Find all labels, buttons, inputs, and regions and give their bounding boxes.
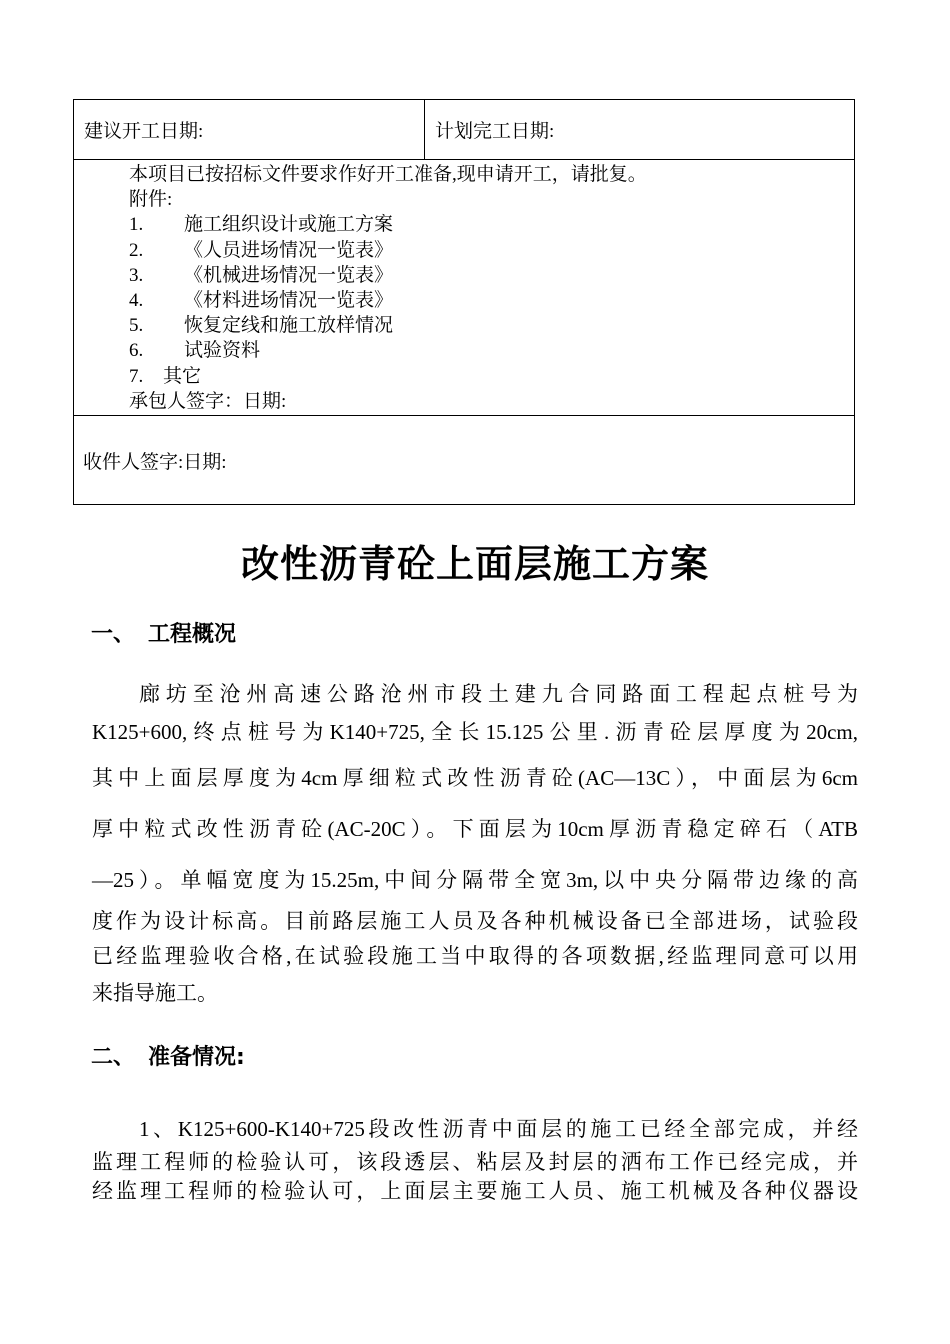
attachment-num: 6.: [129, 340, 144, 362]
paragraph-line: —25）。单幅宽度为15.25m,中间分隔带全宽3m,以中央分隔带边缘的高: [92, 868, 858, 892]
date-row: [74, 100, 855, 160]
attachment-text: 《机械进场情况一览表》: [184, 264, 394, 286]
attachment-num: 3.: [129, 264, 144, 286]
request-cell: [74, 160, 855, 416]
attachment-item-other: [129, 364, 854, 389]
section-number: 一、: [91, 622, 136, 647]
finish-date-cell: [425, 100, 855, 160]
paragraph-line: 经监理工程师的检验认可，上面层主要施工人员、施工机械及各种仪器设: [92, 1179, 858, 1203]
paragraph-line: 厚中粒式改性沥青砼(AC-20C）。下面层为10cm厚沥青稳定碎石（ATB: [92, 817, 858, 841]
attachment-num: 2.: [129, 239, 144, 261]
start-date-label: 建议开工日期:: [84, 121, 204, 142]
section-title: 工程概况: [148, 622, 237, 647]
paragraph-line: K125+600,终点桩号为K140+725,全长15.125公里.沥青砼层厚度为20cm,: [92, 720, 858, 744]
receiver-cell: [74, 416, 855, 505]
section-heading: [91, 1040, 245, 1071]
attachment-item: [129, 238, 854, 263]
attachment-num: 5.: [129, 315, 144, 337]
finish-date-label: 计划完工日期:: [435, 121, 555, 142]
section-number: 二、: [91, 1045, 136, 1070]
attachment-item: [129, 313, 854, 338]
attachment-item: [129, 288, 854, 313]
paragraph-line: 已经监理验收合格,在试验段施工当中取得的各项数据,经监理同意可以用: [92, 944, 858, 968]
attachment-text: 《人员进场情况一览表》: [184, 239, 394, 261]
attachment-text: 恢复定线和施工放样情况: [184, 315, 394, 337]
receiver-row: [74, 416, 855, 505]
paragraph-line: 廊坊至沧州高速公路沧州市段土建九合同路面工程起点桩号为: [139, 682, 858, 706]
attachment-text: 《材料进场情况一览表》: [184, 290, 394, 312]
paragraph-line: 来指导施工。: [92, 981, 218, 1005]
contractor-signature: 承包人签字：日期:: [129, 390, 287, 412]
attachment-item: [129, 263, 854, 288]
application-form-table: [73, 99, 855, 505]
request-content: [74, 160, 854, 414]
section2-paragraph: [92, 1113, 858, 1203]
document-title: 改性沥青砼上面层施工方案: [240, 542, 709, 586]
request-text: 本项目已按招标文件要求作好开工准备,现申请开工，请批复。: [129, 164, 647, 185]
attachment-text: 其它: [163, 365, 202, 387]
section1-paragraph: [92, 678, 858, 1011]
attachment-item: [129, 338, 854, 363]
attachment-item: [129, 212, 854, 237]
section-title: 准备情况:: [148, 1045, 245, 1070]
attachment-num: 4.: [129, 290, 144, 312]
receiver-signature: 收件人签字:日期:: [83, 451, 227, 473]
attachment-num: 1.: [129, 214, 144, 236]
paragraph-line: 1、K125+600-K140+725段改性沥青中面层的施工已经全部完成，并经: [139, 1117, 858, 1141]
start-date-cell: [74, 100, 425, 160]
paragraph-line: 其中上面层厚度为4cm厚细粒式改性沥青砼(AC—13C），中面层为6cm: [92, 766, 858, 790]
section-heading: [91, 617, 236, 648]
attachment-text: 施工组织设计或施工方案: [184, 214, 394, 236]
attachment-num: 7.: [129, 365, 144, 387]
paragraph-line: 监理工程师的检验认可，该段透层、粘层及封层的洒布工作已经完成，并: [92, 1150, 858, 1174]
attachments-label: 附件:: [129, 189, 173, 211]
paragraph-line: 度作为设计标高。目前路层施工人员及各种机械设备已全部进场，试验段: [92, 909, 858, 933]
attachment-text: 试验资料: [184, 340, 261, 362]
request-row: [74, 160, 855, 416]
